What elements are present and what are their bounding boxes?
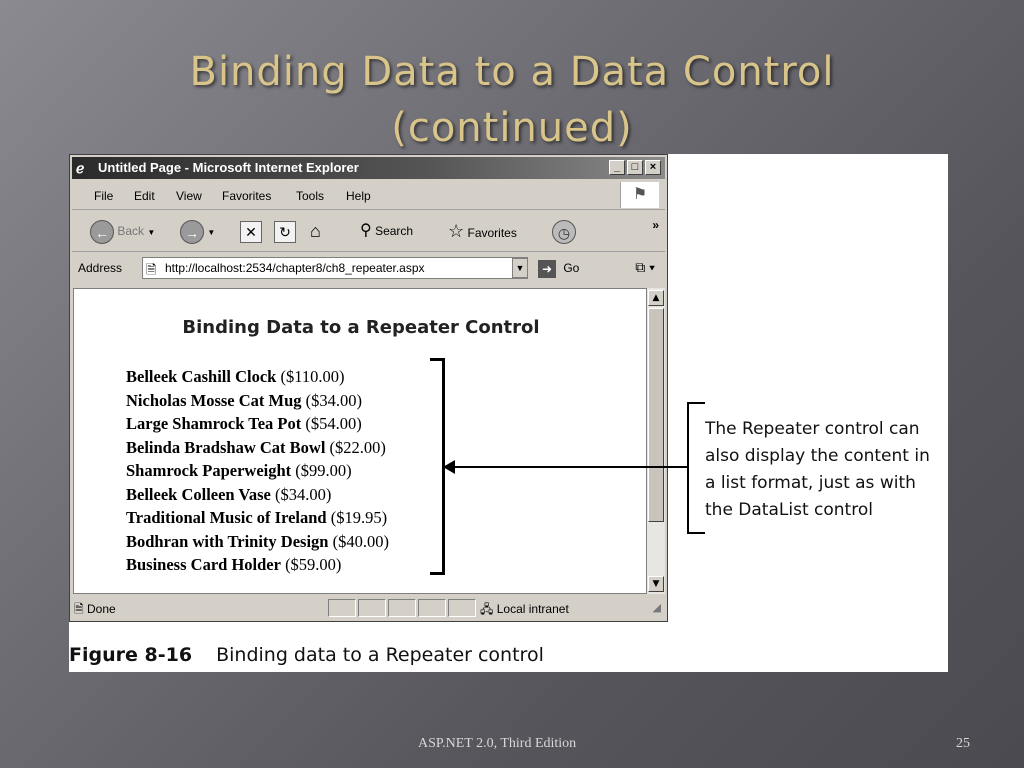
star-icon: ☆ bbox=[448, 221, 465, 241]
callout-bracket bbox=[687, 402, 705, 534]
menu-edit[interactable]: Edit bbox=[134, 189, 155, 203]
callout-line: also display the content in bbox=[705, 446, 930, 466]
go-button[interactable] bbox=[538, 257, 579, 279]
browser-window bbox=[69, 154, 668, 622]
menu-file[interactable]: File bbox=[94, 189, 114, 203]
list-item: Belinda Bradshaw Cat Bowl ($22.00) bbox=[126, 437, 386, 457]
search-button[interactable] bbox=[360, 217, 413, 245]
back-dropdown-icon: ▼ bbox=[147, 228, 156, 237]
minimize-button[interactable]: _ bbox=[609, 160, 625, 175]
scroll-up-icon[interactable]: ▲ bbox=[648, 290, 664, 306]
address-input[interactable] bbox=[142, 257, 528, 279]
favorites-label: Favorites bbox=[467, 226, 517, 240]
callout-text bbox=[705, 416, 949, 524]
list-item: Traditional Music of Ireland ($19.95) bbox=[126, 508, 388, 527]
callout-arrow-line bbox=[453, 466, 689, 468]
go-label: Go bbox=[563, 261, 580, 275]
status-cell bbox=[328, 599, 356, 617]
page-content bbox=[73, 288, 647, 594]
browser-titlebar[interactable] bbox=[72, 157, 665, 179]
scroll-down-icon[interactable]: ▼ bbox=[648, 576, 664, 592]
list-item: Belleek Colleen Vase ($34.00) bbox=[126, 484, 332, 504]
window-title: Untitled Page - Microsoft Internet Explorer bbox=[98, 160, 359, 175]
refresh-icon: ↻ bbox=[274, 221, 296, 243]
page-icon: 🗎 bbox=[146, 262, 157, 277]
status-done-label: Done bbox=[87, 602, 116, 616]
page-done-icon: 🗎 bbox=[74, 602, 84, 616]
refresh-button[interactable] bbox=[274, 217, 296, 245]
menu-view[interactable]: View bbox=[176, 189, 202, 203]
list-item: Nicholas Mosse Cat Mug ($34.00) bbox=[126, 390, 363, 410]
close-button[interactable]: × bbox=[645, 160, 661, 175]
product-list bbox=[126, 365, 389, 577]
address-bar bbox=[72, 253, 665, 285]
status-cell bbox=[448, 599, 476, 617]
history-icon: ◷ bbox=[552, 220, 576, 244]
search-icon: ⚲ bbox=[360, 222, 372, 239]
history-button[interactable] bbox=[552, 217, 576, 245]
slide-title bbox=[0, 44, 1024, 156]
menu-help[interactable]: Help bbox=[346, 189, 371, 203]
callout-line: The Repeater control can bbox=[705, 419, 920, 439]
resize-grip-icon[interactable]: ◢ bbox=[652, 602, 661, 614]
list-item: Large Shamrock Tea Pot ($54.00) bbox=[126, 414, 362, 433]
figure-label: Figure 8-16 bbox=[69, 644, 193, 666]
slide-page-number: 25 bbox=[956, 736, 970, 751]
page-heading: Binding Data to a Repeater Control bbox=[182, 317, 540, 338]
address-dropdown-icon[interactable]: ▼ bbox=[512, 258, 528, 278]
status-text bbox=[74, 600, 116, 621]
slide-title-line2: (continued) bbox=[391, 105, 633, 151]
status-cell bbox=[388, 599, 416, 617]
menu-tools[interactable]: Tools bbox=[296, 189, 325, 203]
list-item: Shamrock Paperweight ($99.00) bbox=[126, 461, 352, 480]
slide-title-line1: Binding Data to a Data Control bbox=[189, 49, 835, 95]
maximize-button[interactable]: □ bbox=[627, 160, 643, 175]
back-arrow-icon: ← bbox=[90, 220, 114, 244]
search-label: Search bbox=[375, 224, 414, 238]
internet-explorer-icon: ℯ bbox=[76, 160, 85, 176]
go-arrow-icon: ➜ bbox=[538, 260, 556, 278]
figure-caption-text: Binding data to a Repeater control bbox=[216, 644, 544, 666]
slide-footer: ASP.NET 2.0, Third Edition bbox=[418, 736, 577, 751]
address-url: http://localhost:2534/chapter8/ch8_repeater.aspx bbox=[165, 261, 425, 275]
links-icon[interactable]: ⧉ ▾ bbox=[635, 259, 655, 275]
menu-bar bbox=[72, 181, 665, 210]
forward-button[interactable] bbox=[180, 217, 215, 245]
stop-icon: ✕ bbox=[240, 221, 262, 243]
status-bar bbox=[72, 597, 665, 619]
status-cell bbox=[358, 599, 386, 617]
callout-line: a list format, just as with bbox=[705, 473, 916, 493]
home-button[interactable] bbox=[310, 217, 321, 245]
back-button[interactable] bbox=[90, 217, 155, 245]
list-item: Bodhran with Trinity Design ($40.00) bbox=[126, 531, 389, 551]
menu-favorites[interactable]: Favorites bbox=[222, 189, 272, 203]
status-cell bbox=[418, 599, 446, 617]
figure-caption bbox=[69, 644, 544, 666]
security-zone bbox=[480, 600, 569, 621]
scroll-thumb[interactable] bbox=[648, 308, 664, 522]
forward-arrow-icon: → bbox=[180, 220, 204, 244]
intranet-icon: 🖧 bbox=[480, 602, 494, 616]
toolbar bbox=[72, 211, 665, 252]
stop-button[interactable] bbox=[240, 217, 262, 245]
favorites-button[interactable] bbox=[448, 217, 517, 245]
callout-line: the DataList control bbox=[705, 500, 873, 520]
forward-dropdown-icon: ▼ bbox=[207, 228, 216, 237]
address-label: Address bbox=[78, 261, 123, 275]
list-item: Belleek Cashill Clock ($110.00) bbox=[126, 367, 345, 386]
windows-flag-icon: ⚑ bbox=[620, 182, 659, 208]
list-item: Business Card Holder ($59.00) bbox=[126, 555, 342, 574]
back-label: Back bbox=[117, 224, 145, 238]
figure-panel bbox=[69, 154, 948, 672]
home-icon: ⌂ bbox=[310, 221, 321, 241]
security-zone-label: Local intranet bbox=[496, 602, 569, 616]
vertical-scrollbar[interactable] bbox=[647, 288, 665, 594]
toolbar-overflow[interactable]: » bbox=[652, 218, 659, 232]
